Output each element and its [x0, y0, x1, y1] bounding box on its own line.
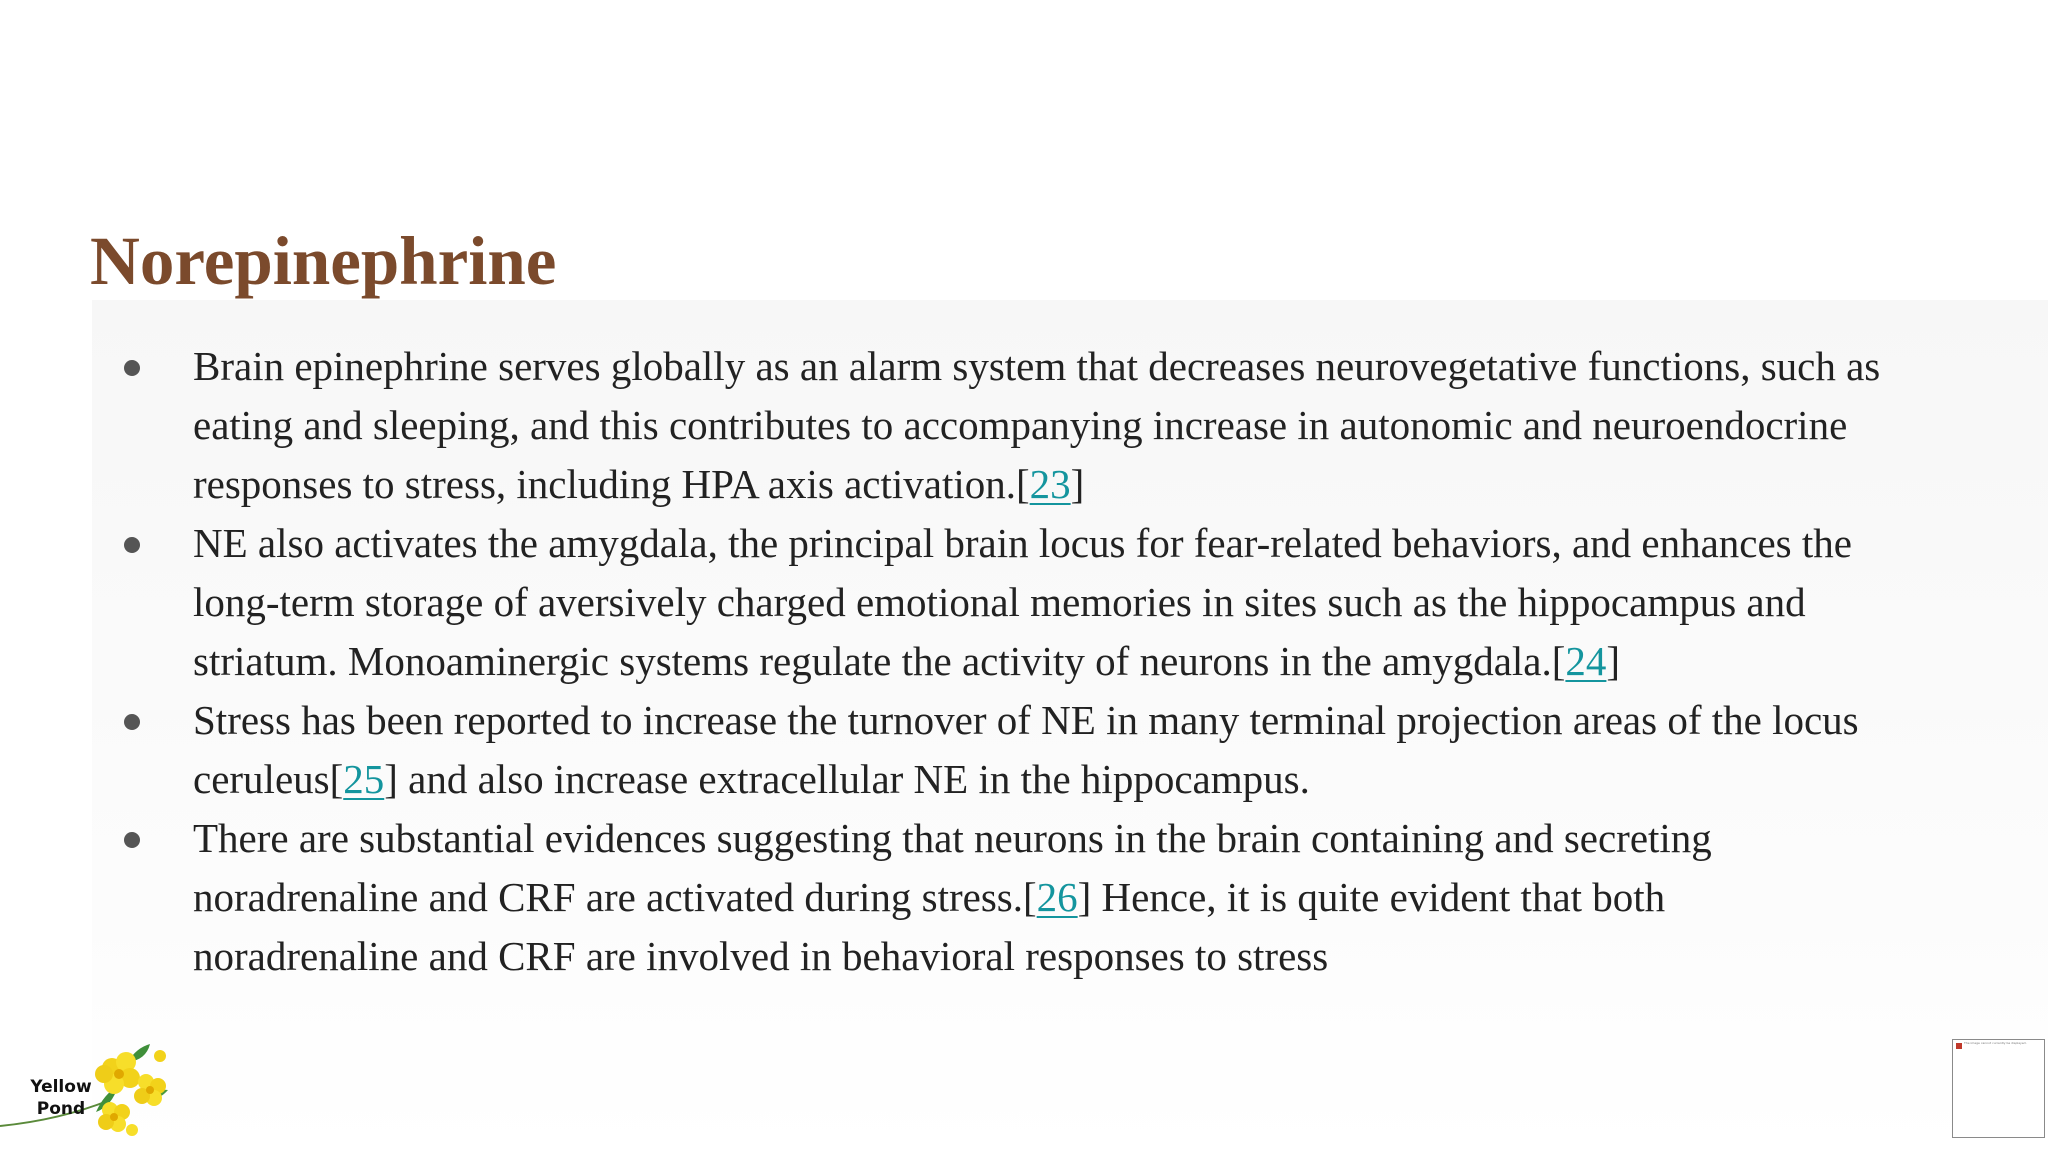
- bullet-text: ] and also increase extracellular NE in the hippocampus.: [384, 756, 1310, 802]
- broken-image-icon: [1956, 1043, 1962, 1049]
- citation-link-24[interactable]: 24: [1565, 638, 1607, 684]
- bullet-text: ]: [1070, 461, 1085, 507]
- bullet-text: responses to stress, including HPA axis activation.[: [193, 461, 1030, 507]
- bullet-dot-icon: [124, 714, 140, 730]
- bullet-text: eating and sleeping, and this contributes to accompanying increase in autonomic and neuroendocrine: [193, 402, 1848, 448]
- bullet-text: There are substantial evidences suggesting that neurons in the brain containing and secreting: [193, 815, 1712, 861]
- broken-image-text: The image cannot currently be displayed.: [1964, 1041, 2027, 1045]
- bullet-text: NE also activates the amygdala, the principal brain locus for fear-related behaviors, and enhances the: [193, 520, 1852, 566]
- bullet-item: [193, 809, 1973, 986]
- bullet-item: [193, 691, 1973, 809]
- bullet-dot-icon: [124, 832, 140, 848]
- bullet-text: Stress has been reported to increase the turnover of NE in many terminal projection areas of the locus: [193, 697, 1859, 743]
- bullet-item: [193, 514, 1973, 691]
- logo-text: [28, 1076, 94, 1120]
- logo-text-line: Yellow: [30, 1077, 92, 1097]
- bullet-text: Brain epinephrine serves globally as an alarm system that decreases neurovegetative functions, such as: [193, 343, 1881, 389]
- bullet-dot-icon: [124, 537, 140, 553]
- bullet-text: ceruleus[: [193, 756, 344, 802]
- bullet-text: noradrenaline and CRF are activated during stress.[: [193, 874, 1037, 920]
- bullet-list: [193, 337, 1973, 986]
- citation-link-25[interactable]: 25: [343, 756, 385, 802]
- logo-text-line: Pond: [36, 1099, 86, 1119]
- bullet-text: noradrenaline and CRF are involved in behavioral responses to stress: [193, 933, 1329, 979]
- broken-image-placeholder: [1952, 1039, 2045, 1138]
- citation-link-23[interactable]: 23: [1029, 461, 1071, 507]
- bullet-text: ] Hence, it is quite evident that both: [1077, 874, 1666, 920]
- bullet-text: long-term storage of aversively charged emotional memories in sites such as the hippocampus and: [193, 579, 1806, 625]
- bullet-text: ]: [1606, 638, 1621, 684]
- bullet-item: [193, 337, 1973, 514]
- bullet-text: striatum. Monoaminergic systems regulate the activity of neurons in the amygdala.[: [193, 638, 1566, 684]
- bullet-dot-icon: [124, 360, 140, 376]
- citation-link-26[interactable]: 26: [1036, 874, 1078, 920]
- slide-title: Norepinephrine: [90, 223, 557, 299]
